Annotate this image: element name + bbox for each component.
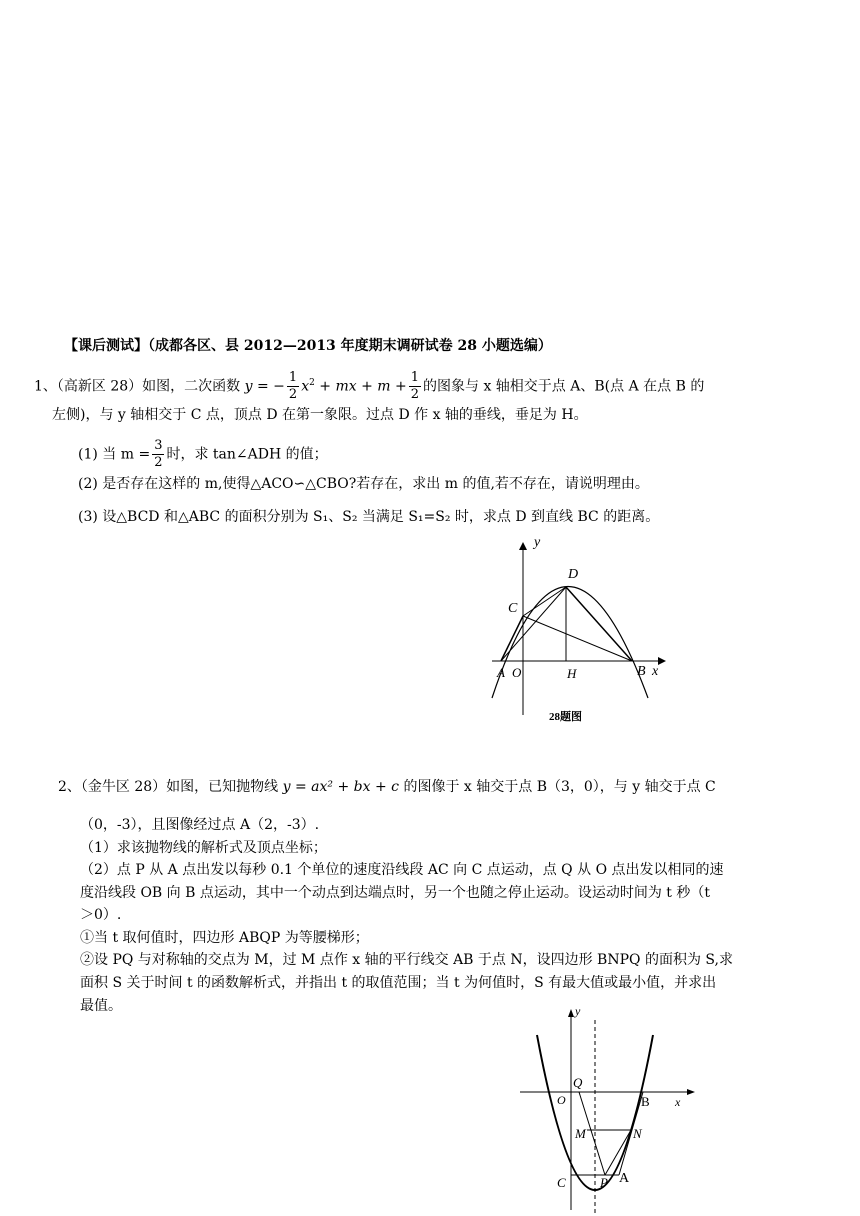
fraction-denominator: 2 — [410, 387, 420, 402]
question-text: 的图像于 x 轴交于点 B（3，0），与 y 轴交于点 C — [403, 779, 716, 795]
label-q: Q — [573, 1075, 583, 1090]
fraction-numerator: 1 — [410, 370, 420, 385]
x-axis-arrow — [658, 657, 666, 665]
part-text: 时，求 tan∠ADH 的值； — [166, 446, 328, 463]
question-number: 2、 — [58, 779, 81, 795]
section-header: 【课后测试】（成都各区、县 2012—2013 年度期末调研试卷 28 小题选编） — [64, 338, 552, 354]
label-b: B — [641, 1094, 650, 1109]
label-c: C — [557, 1175, 566, 1190]
fraction-denominator: 2 — [154, 455, 163, 470]
label-b: B — [637, 664, 646, 679]
label-a: A — [619, 1171, 630, 1186]
question-2-line-2: （0，-3），且图像经过点 A（2，-3）. — [80, 817, 320, 833]
question-2-sub-1: ①当 t 取何值时，四边形 ABQP 为等腰梯形； — [80, 930, 369, 946]
segment-ac — [501, 616, 523, 661]
equation: y = ax² + bx + c — [282, 779, 399, 795]
equation-part: + mx + m + — [314, 378, 407, 395]
question-1-part-1 — [78, 438, 328, 471]
figure-28 — [480, 530, 680, 730]
question-2-part-2-line-1: （2）点 P 从 A 点出发以每秒 0.1 个单位的速度沿线段 AC 向 C 点运动，点 Q 从 O 点出发以相同的速 — [80, 862, 724, 878]
label-a: A — [497, 665, 505, 680]
question-text: 的图象与 x 轴相交于点 A、B(点 A 在点 B 的 — [423, 378, 705, 395]
fraction-numerator: 3 — [154, 438, 163, 453]
y-axis-arrow — [568, 1009, 574, 1017]
label-x: x — [675, 1095, 681, 1109]
part-text: (1) 当 m = — [78, 446, 151, 463]
segment-ad — [501, 587, 566, 661]
figure-caption: 28题图 — [549, 711, 582, 723]
fraction — [409, 370, 421, 403]
fraction-numerator: 1 — [288, 370, 298, 385]
question-2-sub-2-line-1: ②设 PQ 与对称轴的交点为 M，过 M 点作 x 轴的平行线交 AB 于点 N，设四边形 BNPQ 的面积为 S,求 — [80, 952, 733, 968]
label-d: D — [568, 567, 579, 582]
question-2-line-1 — [58, 777, 716, 797]
question-2-part-2-line-2: 度沿线段 OB 向 B 点运动，其中一个动点到达端点时，另一个也随之停止运动。设运动时间为 t 秒（t — [80, 885, 711, 901]
question-text: （金牛区 28）如图，已知抛物线 — [80, 779, 279, 795]
segment-db — [566, 587, 632, 661]
figure-q2 — [515, 1005, 705, 1216]
fraction — [152, 438, 164, 471]
label-n: N — [633, 1126, 642, 1141]
question-text: （高新区 28）如图，二次函数 — [56, 378, 241, 395]
question-1-part-3: (3) 设△BCD 和△ABC 的面积分别为 S₁、S₂ 当满足 S₁=S₂ 时，求点 D 到直线 BC 的距离。 — [78, 509, 660, 525]
label-y: y — [575, 1005, 581, 1018]
question-2-sub-2-line-2: 面积 S 关于时间 t 的函数解析式，并指出 t 的取值范围；当 t 为何值时，S 有最大值或最小值，并求出 — [80, 975, 717, 991]
question-1-line-2: 左侧)，与 y 轴相交于 C 点，顶点 D 在第一象限。过点 D 作 x 轴的垂线，垂足为 H。 — [52, 407, 588, 423]
equation-part: x — [301, 378, 310, 395]
question-1-part-2: (2) 是否存在这样的 m,使得△ACO∽△CBO?若存在，求出 m 的值,若不存在，请说明理由。 — [78, 476, 649, 492]
equation-part: y = − — [244, 378, 285, 395]
label-p: P — [600, 1175, 608, 1190]
question-2-part-2-line-3: ＞0）. — [80, 907, 122, 923]
label-y: y — [534, 535, 541, 550]
y-axis-arrow — [519, 542, 527, 550]
label-m: M — [575, 1126, 586, 1141]
fraction — [287, 370, 299, 403]
label-x: x — [652, 664, 659, 679]
label-h: H — [567, 666, 577, 681]
segment-cb — [523, 616, 632, 661]
question-2-part-1: （1）求该抛物线的解析式及顶点坐标； — [80, 840, 327, 856]
question-number: 1、 — [34, 378, 57, 395]
x-axis-arrow — [687, 1089, 695, 1095]
question-1-line-1: 1、（高新区 28）如图，二次函数 y = − $\frac{1}{2}$ $x^2$ + mx + m + $\frac{1}{2}$ 的图象与 x 轴相交于点 A、B(点 A 在点 B 的 — [34, 370, 705, 402]
segment-pn — [605, 1130, 631, 1175]
label-o: O — [557, 1093, 566, 1107]
label-o: O — [512, 665, 522, 680]
question-2-sub-2-line-3: 最值。 — [80, 998, 122, 1014]
label-c: C — [508, 601, 518, 616]
fraction-denominator: 2 — [288, 387, 298, 402]
